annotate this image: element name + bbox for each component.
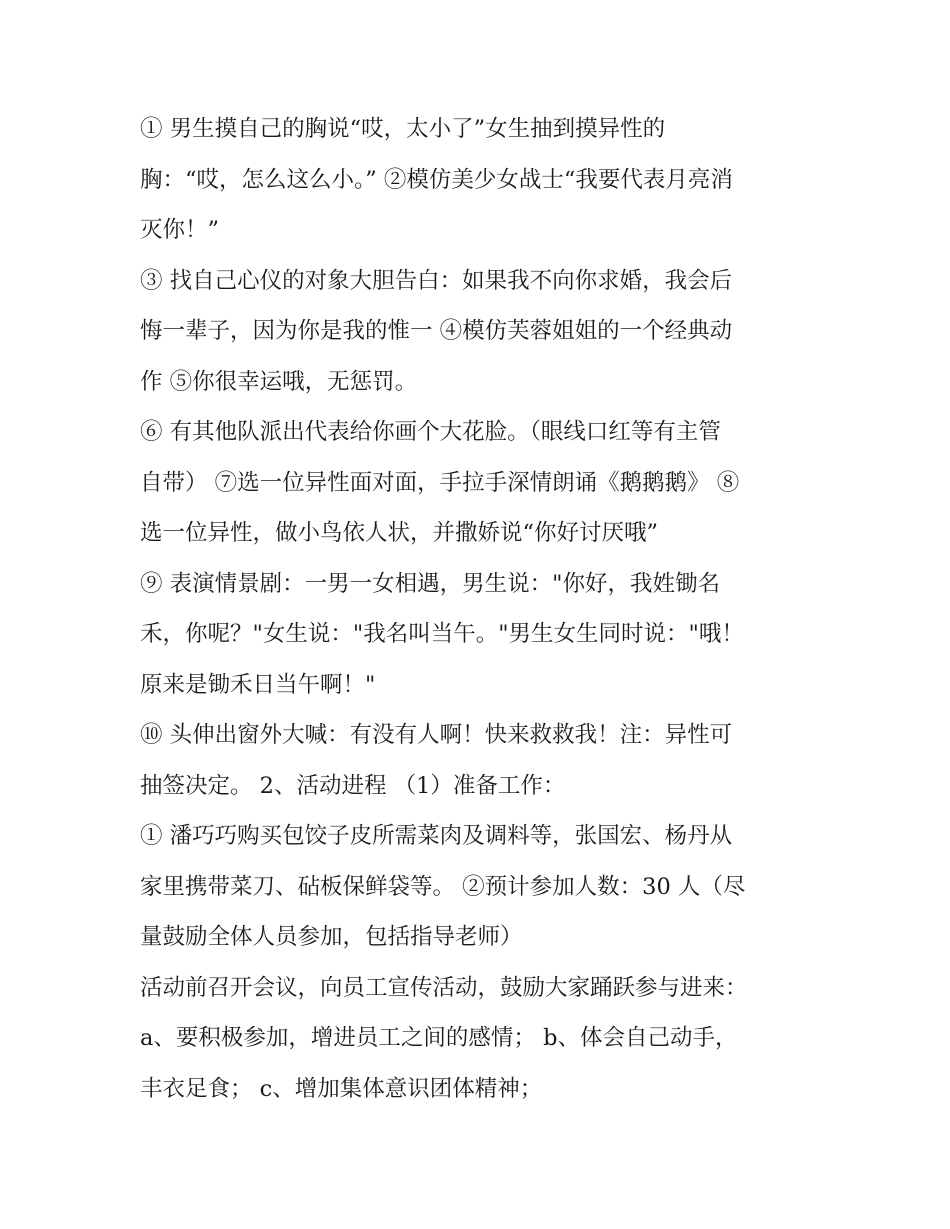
text-line: ① 潘巧巧购买包饺子皮所需菜肉及调料等，张国宏、杨丹从 [140,823,733,849]
text-line: 选一位异性，做小鸟依人状，并撒娇说“你好讨厌哦” [140,520,659,546]
text-line: ⑥ 有其他队派出代表给你画个大花脸。（眼线口红等有主管 [140,419,721,445]
text-line: 抽签决定。 2、活动进程 （1）准备工作： [140,772,566,799]
text-line: 灭你！” [140,217,220,243]
document-body [140,104,805,1114]
text-line: ⑩ 头伸出窗外大喊：有没有人啊！快来救救我！注：异性可 [140,722,733,748]
text-line: 自带） ⑦选一位异性面对面，手拉手深情朗诵《鹅鹅鹅》 ⑧ [140,469,740,496]
text-line: ③ 找自己心仪的对象大胆告白：如果我不向你求婚，我会后 [140,267,733,294]
text-line: 原来是锄禾日当午啊！" [140,671,376,698]
text-line: 量鼓励全体人员参加，包括指导老师） [140,924,523,950]
text-line: ⑨ 表演情景剧：一男一女相遇，男生说："你好，我姓锄名 [140,570,721,597]
text-line: 悔一辈子，因为你是我的惟一 ④模仿芙蓉姐姐的一个经典动 [140,318,733,344]
text-line: 作 ⑤你很幸运哦，无惩罚。 [140,368,418,395]
text-line: ① 男生摸自己的胸说“哎，太小了”女生抽到摸异性的 [140,116,666,142]
text-line: 家里携带菜刀、砧板保鲜袋等。 ②预计参加人数：30 人（尽 [140,873,746,900]
text-line: 丰衣足食； c、增加集体意识团体精神； [140,1075,543,1102]
text-line: 胸：“哎，怎么这么小。” ②模仿美少女战士“我要代表月亮消 [140,166,733,193]
text-line: 禾，你呢？"女生说："我名叫当午。"男生女生同时说："哦！ [140,621,744,647]
text-line: a、要积极参加，增进员工之间的感情； b、体会自己动手， [140,1025,738,1051]
text-line: 活动前召开会议，向员工宣传活动，鼓励大家踊跃参与进来： [140,974,748,1001]
